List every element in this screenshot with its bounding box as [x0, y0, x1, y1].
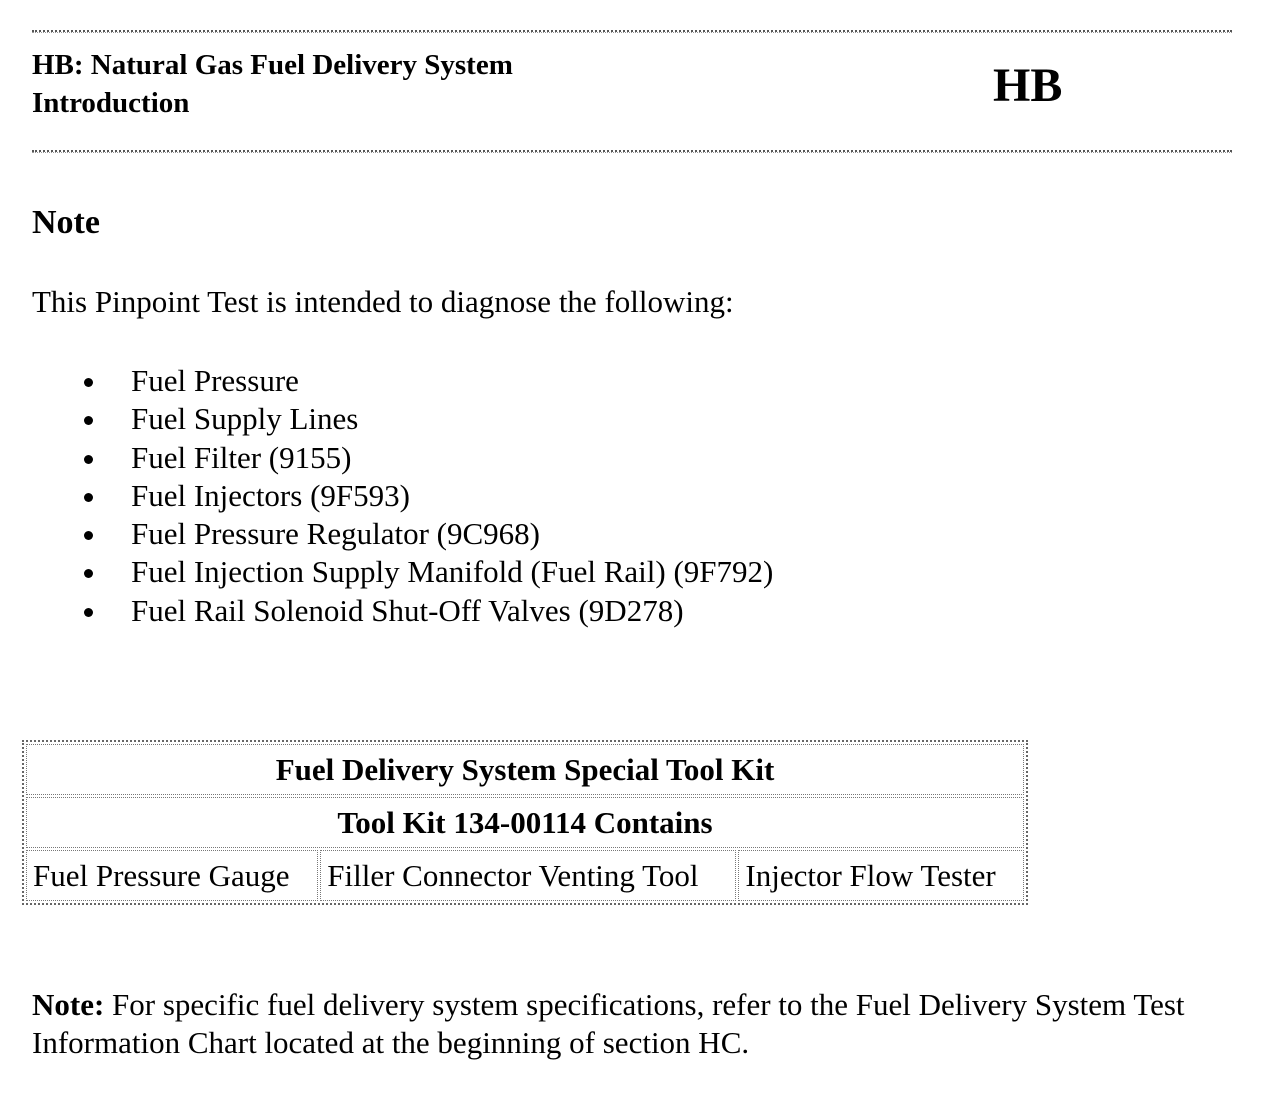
- table-row: [26, 797, 1024, 848]
- list-item-label: Fuel Pressure Regulator (9C968): [131, 516, 540, 552]
- bullet-icon: [84, 455, 93, 464]
- bullet-icon: [84, 531, 93, 540]
- bullet-icon: [84, 608, 93, 617]
- page-title: [32, 46, 513, 122]
- bullet-icon: [84, 493, 93, 502]
- footer-note: [32, 986, 1232, 1062]
- list-item-label: Fuel Supply Lines: [131, 401, 359, 437]
- top-divider: [32, 30, 1232, 33]
- list-item-label: Fuel Injectors (9F593): [131, 477, 410, 513]
- header-divider: [32, 150, 1232, 153]
- page-title-line-1: HB: Natural Gas Fuel Delivery System: [32, 49, 513, 81]
- list-item-label: Fuel Filter (9155): [131, 439, 352, 475]
- tool-cell: Injector Flow Tester: [738, 850, 1024, 901]
- footer-note-lead: Note:: [32, 987, 105, 1022]
- table-row: [26, 744, 1024, 795]
- bullet-icon: [84, 378, 93, 387]
- list-item-label: Fuel Rail Solenoid Shut-Off Valves (9D278): [131, 592, 684, 628]
- list-item: [0, 553, 773, 591]
- list-item: [0, 362, 773, 400]
- bullet-icon: [84, 416, 93, 425]
- tool-cell: Filler Connector Venting Tool: [320, 850, 736, 901]
- list-item-label: Fuel Pressure: [131, 363, 299, 398]
- bullet-icon: [84, 569, 93, 578]
- table-subtitle: Tool Kit 134-00114 Contains: [26, 797, 1024, 848]
- note-heading: Note: [32, 204, 100, 241]
- footer-note-text: For specific fuel delivery system specifications, refer to the Fuel Delivery System Test Information Chart located at the beginning of section HC.: [32, 987, 1185, 1060]
- page-title-line-2: Introduction: [32, 87, 190, 119]
- list-item-label: Fuel Injection Supply Manifold (Fuel Rail) (9F792): [131, 554, 774, 590]
- section-code: HB: [993, 59, 1063, 112]
- list-item: [0, 439, 773, 477]
- list-item: [0, 592, 773, 630]
- list-item: [0, 515, 773, 553]
- intro-text: This Pinpoint Test is intended to diagnose the following:: [32, 284, 734, 319]
- special-tool-kit-table: [22, 740, 1028, 905]
- tool-cell: Fuel Pressure Gauge: [26, 850, 318, 901]
- list-item: [0, 400, 773, 438]
- table-title: Fuel Delivery System Special Tool Kit: [26, 744, 1024, 795]
- table-row: [26, 850, 1024, 901]
- diagnosis-list: [0, 362, 773, 630]
- list-item: [0, 477, 773, 515]
